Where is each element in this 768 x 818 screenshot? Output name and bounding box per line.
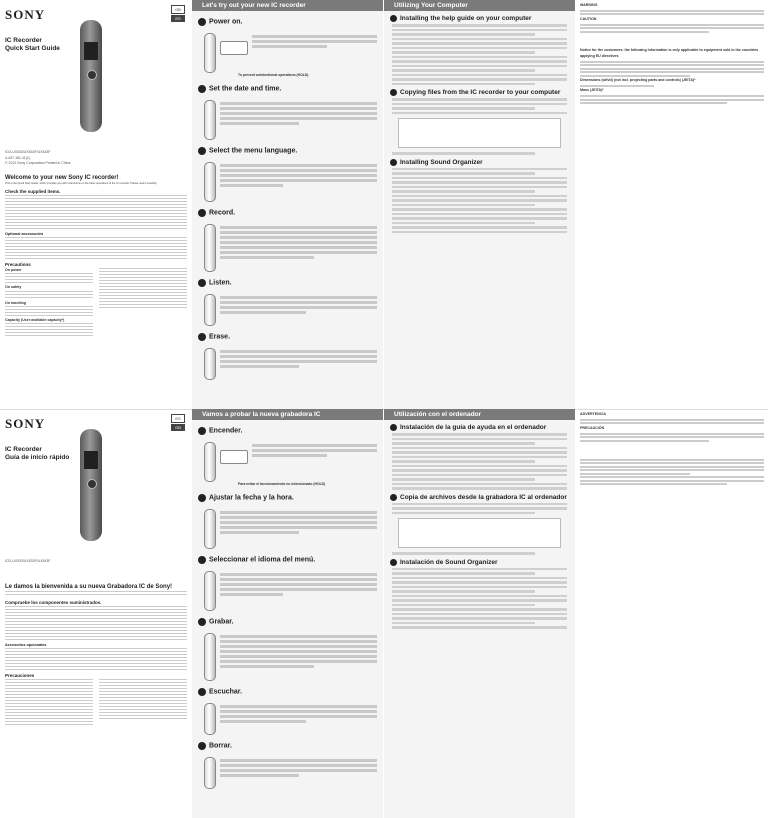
step-power-on: Power on. To prevent unintentional operations (HOLD) [198, 13, 377, 78]
check-heading: Check the supplied items. [5, 188, 61, 194]
lang-tab-gb: GB [171, 5, 185, 14]
precautions-heading: Precautions [5, 261, 31, 267]
operations-banner: Let's try out your new IC recorder [192, 0, 383, 11]
operations-banner-es: Vamos a probar la nueva grabadora IC [192, 409, 383, 420]
en-cover-column [0, 0, 191, 409]
model-info: ICD-UX533/UX533F/UX543F 4-437-181-11(1) © 2012 Sony Corporation Printed in China [5, 150, 71, 166]
step-select-language: Select the menu language. [198, 142, 377, 202]
welcome-heading-es: Le damos la bienvenida a su nueva Grabadora IC de Sony! [5, 584, 173, 590]
step-record: Record. [198, 204, 377, 272]
ic-recorder-image-es [80, 429, 102, 541]
product-title: IC Recorder Quick Start Guide [5, 37, 60, 52]
warning-heading: WARNING [580, 3, 598, 7]
connection-diagram-es [398, 518, 561, 548]
paso-escuchar: Escuchar. [198, 683, 377, 735]
paso-grabar: Grabar. [198, 613, 377, 681]
seccion-guia-ayuda: Instalación de la guía de ayuda en el ordenador [390, 424, 569, 431]
section-copy-files: Copying files from the IC recorder to your computer [390, 89, 569, 96]
es-cover-column [0, 409, 191, 818]
lang-tab-gb-es: GB [171, 424, 185, 431]
computer-banner: Utilizing Your Computer [384, 0, 575, 11]
paso-idioma: Seleccionar el idioma del menú. [198, 551, 377, 611]
step-set-date-time: Set the date and time. [198, 80, 377, 140]
connection-diagram [398, 118, 561, 148]
optional-heading: Optional accessories [5, 231, 44, 236]
step-erase: Erase. [198, 328, 377, 380]
section-help-guide: Installing the help guide on your computer [390, 15, 569, 22]
spanish-section [0, 409, 768, 818]
seccion-copia-archivos: Copia de archivos desde la grabadora IC al ordenador [390, 494, 569, 501]
welcome-block-es [5, 581, 187, 729]
product-title-es: IC Recorder Guía de inicio rápido [5, 446, 70, 461]
model-info-es: ICD-UX533/UX533F/UX543F [5, 559, 51, 563]
optional-heading-es: Accesorios opcionales [5, 643, 47, 647]
seccion-sound-organizer: Instalación de Sound Organizer [390, 559, 569, 566]
paso-encender: Encender. Para evitar el funcionamiento no intencionado (HOLD) [198, 422, 377, 487]
welcome-block: Welcome to your new Sony IC recorder! This is the Quick Start Guide, which provides you with instructions on the basic operations of the IC recorder. Please read it carefully. Check the supplied items. Optional accessories Precautions On power On safety On handling Capacity (User available capacity*) [5, 172, 187, 339]
paso-borrar: Borrar. [198, 737, 377, 789]
en-operations-column [192, 0, 383, 409]
step-listen: Listen. [198, 274, 377, 326]
precautions-heading-es: Precauciones [5, 673, 35, 678]
section-sound-organizer: Installing Sound Organizer [390, 159, 569, 166]
welcome-heading: Welcome to your new Sony IC recorder! [5, 175, 119, 181]
es-operations-column [192, 409, 383, 818]
check-heading-es: Compruebe los componentes suministrados. [5, 600, 102, 605]
es-computer-column [384, 409, 575, 818]
language-tabs [171, 5, 185, 23]
paso-fecha-hora: Ajustar la fecha y la hora. [198, 489, 377, 549]
ic-recorder-image [80, 20, 102, 132]
language-tabs-es [171, 414, 185, 432]
warning-heading-es: ADVERTENCIA [580, 412, 606, 416]
eu-notice-heading: Notice for the customers: the following information is only applicable to equipment sold in the countries applying EU directives [580, 48, 759, 58]
sony-logo: SONY [5, 7, 46, 22]
lang-tab-es: ES [171, 15, 185, 22]
en-computer-column [384, 0, 575, 409]
computer-banner-es: Utilización con el ordenador [384, 409, 575, 420]
lang-tab-es-selected: ES [171, 414, 185, 423]
sony-logo-es: SONY [5, 416, 46, 431]
en-notices-column: WARNING CAUTION Notice for the customers: the following information is only applicable to equipment sold in the countries applying EU directives Dimensions (w/h/d) (not incl. projecting parts and controls) (JEITA)* Mass (JEITA)* [576, 0, 768, 409]
es-notices-column: ADVERTENCIA PRECAUCIÓN [576, 409, 768, 818]
welcome-text: This is the Quick Start Guide, which provides you with instructions on the basic operations of the IC recorder. Please read it carefully. [5, 182, 158, 185]
